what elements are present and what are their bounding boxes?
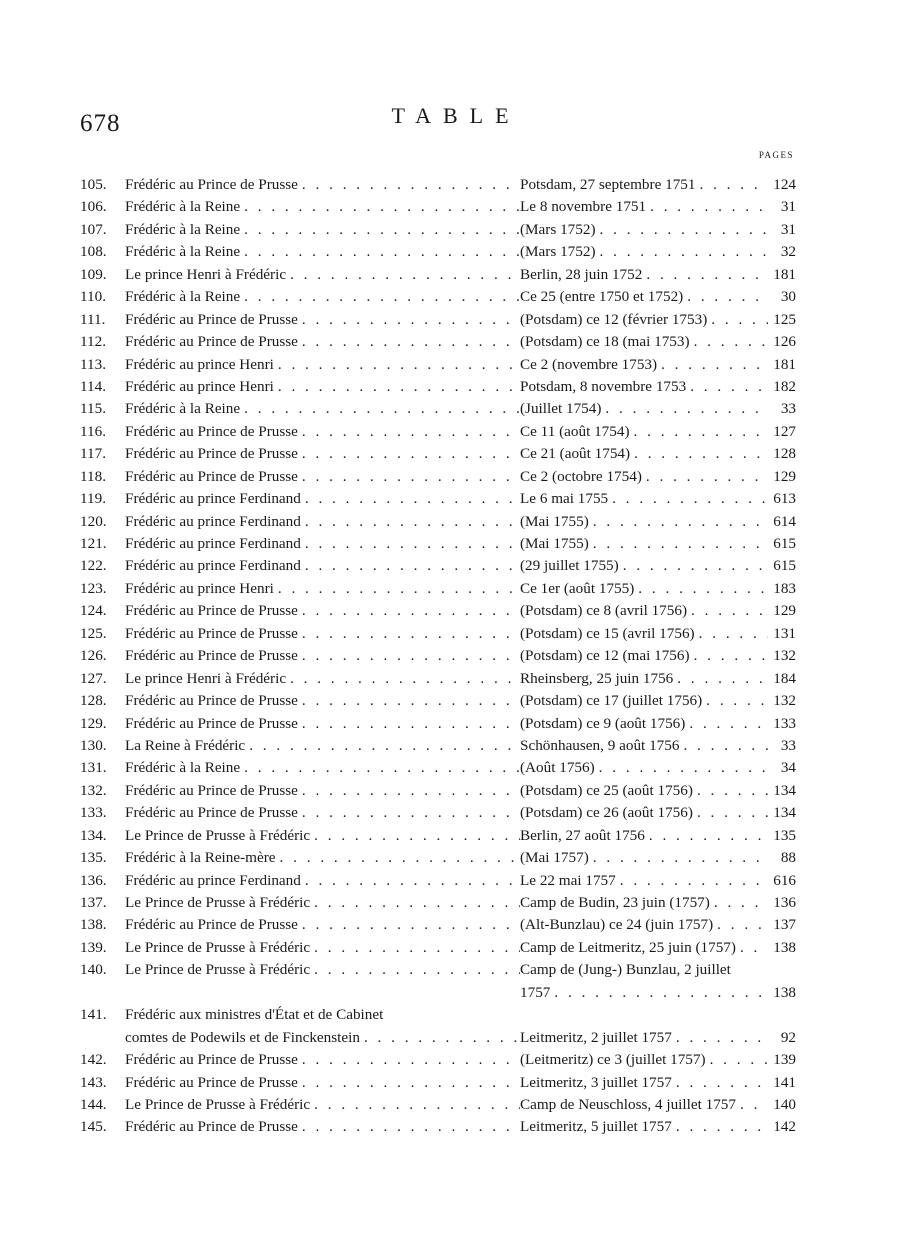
entry-number: 139. xyxy=(80,938,107,956)
entry-number: 137. xyxy=(80,894,107,911)
entry-correspondents: Le Prince de Prusse à Frédéric xyxy=(125,961,311,979)
entry-correspondents: Le Prince de Prusse à Frédéric xyxy=(125,826,311,844)
entry-number: 141. xyxy=(80,1006,107,1024)
dot-leader xyxy=(619,555,768,577)
toc-entry xyxy=(80,780,796,802)
entry-page: 129 xyxy=(773,602,796,620)
entry-number: 136. xyxy=(80,871,107,889)
dot-leader xyxy=(630,421,768,443)
entry-page: 141 xyxy=(773,1073,796,1091)
dot-leader xyxy=(301,555,520,577)
dot-leader xyxy=(298,645,520,667)
dot-leader xyxy=(596,219,769,241)
toc-entry xyxy=(80,802,796,824)
entry-page: 124 xyxy=(773,176,796,193)
toc-entry xyxy=(80,645,796,667)
entry-number: 119. xyxy=(80,490,107,508)
dot-leader xyxy=(685,713,768,735)
entry-correspondents: Frédéric aux ministres d'État et de Cabinet xyxy=(125,1006,384,1024)
entry-number: 138. xyxy=(80,916,107,934)
entry-number: 106. xyxy=(80,198,107,216)
entry-number: 117. xyxy=(80,445,107,463)
entry-correspondents: Frédéric au Prince de Prusse xyxy=(125,1051,298,1069)
dot-leader xyxy=(589,847,768,869)
entry-date: (Potsdam) ce 12 (mai 1756) xyxy=(520,647,690,665)
dot-leader xyxy=(687,600,768,622)
dot-leader xyxy=(672,1027,768,1049)
entry-date: (Alt-Bunzlau) ce 24 (juin 1757) xyxy=(520,916,714,934)
toc-entry xyxy=(80,937,796,959)
toc-entry xyxy=(80,1072,796,1094)
entry-date: (Août 1756) xyxy=(520,759,595,777)
entry-correspondents: Frédéric à la Reine xyxy=(125,243,241,261)
toc-entry xyxy=(80,1094,796,1116)
dot-leader xyxy=(646,196,768,218)
toc-entry-continuation xyxy=(80,982,796,1004)
dot-leader xyxy=(608,488,768,510)
entry-correspondents: Frédéric au prince Ferdinand xyxy=(125,535,301,552)
entry-number: 115. xyxy=(80,400,107,418)
entry-correspondents: Frédéric à la Reine-mère xyxy=(125,849,276,867)
dot-leader xyxy=(298,443,520,465)
entry-page: 33 xyxy=(780,736,796,754)
dot-leader xyxy=(693,802,768,824)
entry-page: 31 xyxy=(780,198,796,216)
toc-entry xyxy=(80,600,796,622)
entry-page: 184 xyxy=(773,669,796,687)
entry-correspondents: Frédéric au Prince de Prusse xyxy=(125,692,298,710)
dot-leader xyxy=(683,286,768,308)
entry-correspondents: Frédéric au prince Ferdinand xyxy=(125,557,301,575)
entry-number: 116. xyxy=(80,422,107,440)
entry-date-continued: 1757 xyxy=(520,983,551,1001)
dot-leader xyxy=(589,511,768,533)
entry-page: 140 xyxy=(773,1095,796,1113)
entry-page: 34 xyxy=(780,759,796,777)
dot-leader xyxy=(686,376,768,398)
toc-entry xyxy=(80,286,796,308)
dot-leader xyxy=(298,331,520,353)
entry-page: 131 xyxy=(773,624,796,642)
entry-number: 123. xyxy=(80,579,107,597)
dot-leader xyxy=(240,757,520,779)
entry-page: 134 xyxy=(773,804,796,822)
entry-correspondents: La Reine à Frédéric xyxy=(125,736,246,754)
entry-number: 127. xyxy=(80,669,107,687)
entry-number: 132. xyxy=(80,781,107,799)
toc-entry xyxy=(80,309,796,331)
entry-date: Ce 25 (entre 1750 et 1752) xyxy=(520,288,684,306)
entry-page: 30 xyxy=(780,288,796,306)
entry-correspondents: Frédéric au Prince de Prusse xyxy=(125,804,298,822)
entry-date: (29 juillet 1755) xyxy=(520,557,619,575)
dot-leader xyxy=(657,354,768,376)
toc-entry xyxy=(80,914,796,936)
entry-date: Leitmeritz, 5 juillet 1757 xyxy=(520,1118,672,1136)
dot-leader xyxy=(274,578,520,600)
entry-date: Camp de Neuschloss, 4 juillet 1757 xyxy=(520,1095,736,1113)
entry-number: 135. xyxy=(80,849,107,867)
entry-number: 133. xyxy=(80,804,107,822)
entry-correspondents: Le prince Henri à Frédéric xyxy=(125,669,287,687)
entry-number: 124. xyxy=(80,602,107,620)
entry-number: 134. xyxy=(80,826,107,844)
dot-leader xyxy=(596,241,769,263)
dot-leader xyxy=(702,690,768,712)
dot-leader xyxy=(713,914,768,936)
entry-correspondents: Frédéric au prince Ferdinand xyxy=(125,871,301,889)
toc-entry xyxy=(80,825,796,847)
toc-entry xyxy=(80,376,796,398)
dot-leader xyxy=(240,286,520,308)
entry-number: 113. xyxy=(80,355,107,373)
entry-date: Camp de (Jung-) Bunzlau, 2 juillet xyxy=(520,961,731,979)
entry-correspondents: Frédéric au prince Ferdinand xyxy=(125,512,301,530)
dot-leader xyxy=(298,1116,520,1138)
entry-correspondents: Frédéric au Prince de Prusse xyxy=(125,176,298,193)
entry-number: 140. xyxy=(80,961,107,979)
entry-page: 126 xyxy=(773,333,796,351)
dot-leader xyxy=(301,533,520,555)
entry-date: (Potsdam) ce 26 (août 1756) xyxy=(520,804,693,822)
dot-leader xyxy=(707,309,768,331)
entry-date: Camp de Budin, 23 juin (1757) xyxy=(520,894,710,911)
dot-leader xyxy=(298,780,520,802)
entry-number: 125. xyxy=(80,624,107,642)
dot-leader xyxy=(301,870,520,892)
entry-date: (Mars 1752) xyxy=(520,243,596,261)
dot-leader xyxy=(616,870,768,892)
entry-date: Leitmeritz, 2 juillet 1757 xyxy=(520,1028,672,1046)
entry-correspondents: Frédéric au Prince de Prusse xyxy=(125,310,298,328)
entry-number: 110. xyxy=(80,288,107,306)
entry-number: 126. xyxy=(80,647,107,665)
dot-leader xyxy=(736,1094,768,1116)
dot-leader xyxy=(310,1094,520,1116)
entry-correspondents: Frédéric à la Reine xyxy=(125,400,241,418)
dot-leader xyxy=(310,892,520,914)
toc-entry xyxy=(80,511,796,533)
entry-correspondents: Frédéric au prince Henri xyxy=(125,377,274,395)
toc-entry-continuation xyxy=(80,1027,796,1049)
entry-correspondents: Frédéric au Prince de Prusse xyxy=(125,445,298,463)
toc-entry xyxy=(80,623,796,645)
dot-leader xyxy=(736,937,768,959)
dot-leader xyxy=(695,623,768,645)
entry-correspondents: Le Prince de Prusse à Frédéric xyxy=(125,938,311,956)
dot-leader xyxy=(298,1072,520,1094)
entry-correspondents: Frédéric au prince Henri xyxy=(125,579,274,597)
toc-entry xyxy=(80,690,796,712)
dot-leader xyxy=(360,1027,520,1049)
entry-correspondents: Frédéric au Prince de Prusse xyxy=(125,714,298,732)
entry-page: 92 xyxy=(780,1028,796,1046)
entry-date: Le 6 mai 1755 xyxy=(520,490,609,508)
dot-leader xyxy=(310,959,520,981)
entry-number: 107. xyxy=(80,220,107,238)
dot-leader xyxy=(642,466,768,488)
dot-leader xyxy=(298,600,520,622)
dot-leader xyxy=(595,757,768,779)
dot-leader xyxy=(298,623,520,645)
entry-number: 105. xyxy=(80,176,107,193)
entry-date: Berlin, 27 août 1756 xyxy=(520,826,645,844)
entry-correspondents: Frédéric à la Reine xyxy=(125,220,241,238)
toc-entry xyxy=(80,1116,796,1138)
entry-correspondents: Frédéric au Prince de Prusse xyxy=(125,624,298,642)
dot-leader xyxy=(286,668,520,690)
dot-leader xyxy=(672,1116,768,1138)
entry-number: 114. xyxy=(80,377,107,395)
entry-number: 128. xyxy=(80,692,107,710)
entry-correspondents: Frédéric au prince Ferdinand xyxy=(125,490,301,508)
entry-correspondents-continued: comtes de Podewils et de Finckenstein xyxy=(125,1028,360,1046)
entry-number: 121. xyxy=(80,535,107,552)
entry-date: (Potsdam) ce 18 (mai 1753) xyxy=(520,333,690,351)
entry-date: (Potsdam) ce 25 (août 1756) xyxy=(520,781,693,799)
entry-date: Schönhausen, 9 août 1756 xyxy=(520,736,680,754)
page-title: TABLE xyxy=(391,103,521,128)
entry-number: 109. xyxy=(80,265,107,283)
dot-leader xyxy=(690,645,768,667)
dot-leader xyxy=(695,174,768,196)
dot-leader xyxy=(298,174,520,196)
dot-leader xyxy=(298,309,520,331)
entry-number: 111. xyxy=(80,310,106,328)
dot-leader xyxy=(634,578,768,600)
dot-leader xyxy=(301,511,520,533)
entry-number: 131. xyxy=(80,759,107,777)
entry-page: 138 xyxy=(773,983,796,1001)
entry-page: 31 xyxy=(780,220,796,238)
entry-page: 182 xyxy=(773,377,796,395)
entry-number: 145. xyxy=(80,1118,107,1136)
entry-date: Ce 11 (août 1754) xyxy=(520,422,630,440)
toc-entry xyxy=(80,443,796,465)
entry-correspondents: Frédéric au Prince de Prusse xyxy=(125,916,298,934)
entry-date: Potsdam, 27 septembre 1751 xyxy=(520,176,696,193)
toc-entry xyxy=(80,870,796,892)
entry-number: 120. xyxy=(80,512,107,530)
dot-leader xyxy=(240,241,520,263)
pages-column-label: PAGES xyxy=(758,150,794,160)
dot-leader xyxy=(672,1072,768,1094)
dot-leader xyxy=(630,443,768,465)
entry-page: 127 xyxy=(773,422,796,440)
entry-number: 129. xyxy=(80,714,107,732)
entry-correspondents: Frédéric à la Reine xyxy=(125,759,241,777)
entry-page: 132 xyxy=(773,647,796,665)
entry-correspondents: Frédéric à la Reine xyxy=(125,198,241,216)
entry-date: (Mai 1755) xyxy=(520,512,589,530)
dot-leader xyxy=(690,331,768,353)
entry-page: 136 xyxy=(773,894,796,911)
entry-page: 135 xyxy=(773,826,796,844)
toc-entry xyxy=(80,757,796,779)
toc-entry xyxy=(80,421,796,443)
entry-page: 615 xyxy=(773,557,796,575)
dot-leader xyxy=(710,892,768,914)
dot-leader xyxy=(601,398,768,420)
entry-date: (Potsdam) ce 12 (février 1753) xyxy=(520,310,708,328)
entry-page: 139 xyxy=(773,1051,796,1069)
entry-date: (Mars 1752) xyxy=(520,220,596,238)
entry-correspondents: Frédéric au prince Henri xyxy=(125,355,274,373)
toc-entry xyxy=(80,1004,796,1026)
entry-date: (Potsdam) ce 8 (avril 1756) xyxy=(520,602,688,620)
toc-entry xyxy=(80,1049,796,1071)
entry-date: (Potsdam) ce 9 (août 1756) xyxy=(520,714,686,732)
dot-leader xyxy=(274,354,520,376)
entry-page: 128 xyxy=(773,445,796,463)
entry-correspondents: Frédéric au Prince de Prusse xyxy=(125,467,298,485)
entry-page: 615 xyxy=(773,535,796,552)
entry-date: (Juillet 1754) xyxy=(520,400,602,418)
entry-correspondents: Frédéric au Prince de Prusse xyxy=(125,1118,298,1136)
entry-date: Le 8 novembre 1751 xyxy=(520,198,647,216)
entry-date: Potsdam, 8 novembre 1753 xyxy=(520,377,687,395)
toc-entry xyxy=(80,331,796,353)
toc-entry xyxy=(80,668,796,690)
toc-entry xyxy=(80,847,796,869)
toc-entry xyxy=(80,466,796,488)
dot-leader xyxy=(298,690,520,712)
toc-entry xyxy=(80,533,796,555)
dot-leader xyxy=(274,376,520,398)
entry-correspondents: Frédéric au Prince de Prusse xyxy=(125,1073,298,1091)
entry-date: (Leitmeritz) ce 3 (juillet 1757) xyxy=(520,1051,706,1069)
entry-page: 614 xyxy=(773,512,796,530)
entry-page: 129 xyxy=(773,467,796,485)
entry-correspondents: Le prince Henri à Frédéric xyxy=(125,265,287,283)
entry-number: 108. xyxy=(80,243,107,261)
dot-leader xyxy=(642,264,768,286)
entry-date: Le 22 mai 1757 xyxy=(520,871,616,889)
toc-entry xyxy=(80,219,796,241)
toc-entry xyxy=(80,196,796,218)
dot-leader xyxy=(298,421,520,443)
toc-entry xyxy=(80,264,796,286)
toc-entry xyxy=(80,735,796,757)
dot-leader xyxy=(245,735,520,757)
entry-page: 137 xyxy=(773,916,796,934)
entry-page: 134 xyxy=(773,781,796,799)
entry-date: (Mai 1755) xyxy=(520,535,589,552)
dot-leader xyxy=(286,264,520,286)
entry-page: 183 xyxy=(773,579,796,597)
toc-entry xyxy=(80,398,796,420)
entry-correspondents: Frédéric au Prince de Prusse xyxy=(125,647,298,665)
dot-leader xyxy=(589,533,768,555)
dot-leader xyxy=(240,219,520,241)
entry-correspondents: Frédéric à la Reine xyxy=(125,288,241,306)
toc-entry xyxy=(80,174,796,196)
dot-leader xyxy=(673,668,768,690)
entry-correspondents: Le Prince de Prusse à Frédéric xyxy=(125,894,311,911)
dot-leader xyxy=(706,1049,768,1071)
entry-date: Rheinsberg, 25 juin 1756 xyxy=(520,669,674,687)
entry-date: (Potsdam) ce 15 (avril 1756) xyxy=(520,624,695,642)
entry-date: Ce 2 (octobre 1754) xyxy=(520,467,642,485)
entry-number: 130. xyxy=(80,736,107,754)
entry-correspondents: Frédéric au Prince de Prusse xyxy=(125,422,298,440)
dot-leader xyxy=(301,488,520,510)
toc-entry xyxy=(80,892,796,914)
entry-number: 144. xyxy=(80,1095,107,1113)
toc-entry xyxy=(80,354,796,376)
entry-number: 112. xyxy=(80,333,107,351)
entry-date: Ce 1er (août 1755) xyxy=(520,579,635,597)
entry-date: Ce 21 (août 1754) xyxy=(520,445,631,463)
entry-date: (Mai 1757) xyxy=(520,849,589,867)
toc-entry xyxy=(80,959,796,981)
dot-leader xyxy=(693,780,768,802)
entry-page: 88 xyxy=(780,849,796,867)
dot-leader xyxy=(310,825,520,847)
entry-page: 133 xyxy=(773,714,796,732)
entry-date: Camp de Leitmeritz, 25 juin (1757) xyxy=(520,938,736,956)
entry-date: Berlin, 28 juin 1752 xyxy=(520,265,643,283)
dot-leader xyxy=(645,825,768,847)
entry-correspondents: Frédéric au Prince de Prusse xyxy=(125,602,298,620)
dot-leader xyxy=(240,398,520,420)
dot-leader xyxy=(298,713,520,735)
toc-entry xyxy=(80,713,796,735)
dot-leader xyxy=(276,847,520,869)
entry-page: 613 xyxy=(773,490,796,508)
entry-number: 142. xyxy=(80,1051,107,1069)
entry-page: 181 xyxy=(773,265,796,283)
dot-leader xyxy=(298,466,520,488)
entry-date: Ce 2 (novembre 1753) xyxy=(520,355,658,373)
entry-page: 616 xyxy=(773,871,796,889)
toc-entry xyxy=(80,555,796,577)
dot-leader xyxy=(298,802,520,824)
entry-number: 122. xyxy=(80,557,107,575)
entry-correspondents: Frédéric au Prince de Prusse xyxy=(125,333,298,351)
table-of-contents xyxy=(80,174,796,1139)
entry-date: (Potsdam) ce 17 (juillet 1756) xyxy=(520,692,703,710)
dot-leader xyxy=(679,735,768,757)
dot-leader xyxy=(298,914,520,936)
entry-page: 125 xyxy=(773,310,796,328)
entry-page: 181 xyxy=(773,355,796,373)
page-number: 678 xyxy=(80,110,121,137)
dot-leader xyxy=(240,196,520,218)
entry-correspondents: Le Prince de Prusse à Frédéric xyxy=(125,1095,311,1113)
dot-leader xyxy=(550,982,768,1004)
entry-page: 138 xyxy=(773,938,796,956)
entry-number: 118. xyxy=(80,467,107,485)
entry-date: Leitmeritz, 3 juillet 1757 xyxy=(520,1073,672,1091)
entry-page: 33 xyxy=(780,400,796,418)
dot-leader xyxy=(310,937,520,959)
toc-entry xyxy=(80,578,796,600)
entry-page: 132 xyxy=(773,692,796,710)
toc-entry xyxy=(80,488,796,510)
entry-page: 32 xyxy=(780,243,796,261)
toc-entry xyxy=(80,241,796,263)
entry-page: 142 xyxy=(773,1118,796,1136)
entry-number: 143. xyxy=(80,1073,107,1091)
dot-leader xyxy=(298,1049,520,1071)
entry-correspondents: Frédéric au Prince de Prusse xyxy=(125,781,298,799)
